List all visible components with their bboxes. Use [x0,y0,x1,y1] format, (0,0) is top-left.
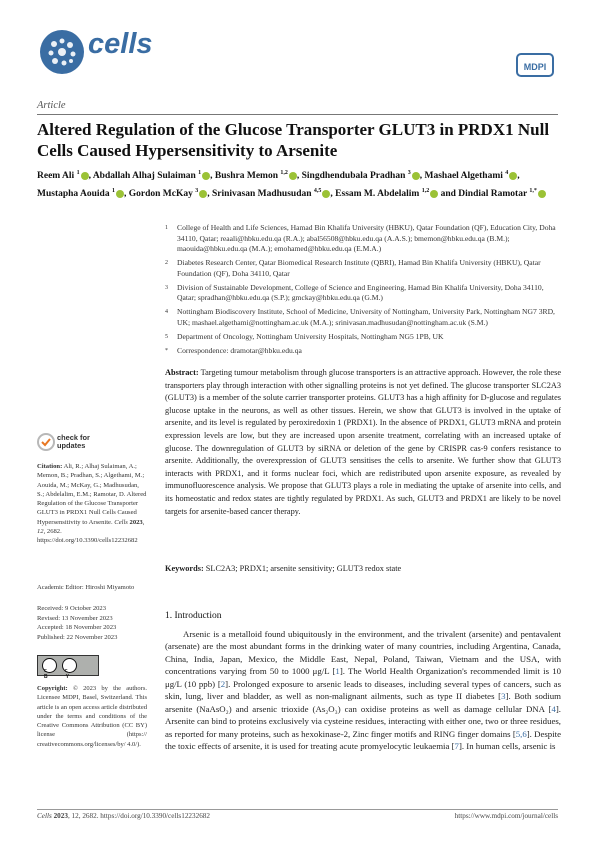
footer-citation [37,812,210,820]
author-affiliation-marker: 3 [195,187,199,194]
reference-link[interactable]: 5,6 [515,728,527,739]
journal-name: cells [88,28,153,60]
abstract-text: Targeting tumour metabolism through glucose transporters is an attractive approach. However, the role these transporters play through interaction with other signalling proteins is not yet defined. The glucose transporter SLC2A3 (GLUT3) is a member of the solute carrier transporter proteins. GLUT3 has a high affinity for D-glucose and regulates glucose uptake in the neurons, as well as other tissues. Herein, we show that GLUT3 is involved in the uptake of arsenite, and its level is regulated by peroxiredoxin 1 (PRDX1). In the absence of PRDX1, GLUT3 mRNA and protein expression levels are low, but they are increased upon arsenite treatment, correlating with an increased uptake of glucose. The downregulation of GLUT3 by siRNA or deletion of the gene by CRISPR cas-9 confers resistance to arsenite. Additionally, the overexpression of GLUT3 sensitises the cells to arsenite. We further show that GLUT3 interacts with PRDX1, and it forms nuclear foci, which are redistributed upon arsenite exposure, as revealed by immunofluorescence analysis. We propose that GLUT3 plays a role in mediating the uptake of arsenite into cells, and its homeostatic and redox states are tightly regulated by PRDX1. As such, GLUT3 and PRDX1 are likely to be novel targets for arsenite-based cancer therapy. [165,368,562,516]
header-divider [37,114,558,115]
copyright-label: Copyright: [37,685,68,692]
reference-link[interactable]: 3 [501,691,506,702]
orcid-icon[interactable] [412,172,420,180]
check-for-updates-icon[interactable] [37,433,55,451]
author-name[interactable]: Gordon McKay $^3$ [129,189,208,199]
intro-text-6: ]. Despite the toxic effects of arsenite, it is used for treating acute promyelocytic leukaemia [ [165,728,561,752]
author-affiliation-marker: 3 [407,170,411,176]
intro-text-1: Arsenic is a metalloid found ubiquitously in the environment, and the trivalent (arsenite) and pentavalent (arsenate) are the most abundant forms in the drinking water of many countries, including Argentina, Canada, China, India, Japan, Mexico, the Middle East, Nepal, Poland, Taiwan, Vietnam and the USA, with concentrations varying from 50 to 1000 μg/L [ [165,629,561,677]
affiliation-item [165,346,560,357]
copyright-notice [37,684,147,749]
publisher-logo: MDPI [516,53,554,77]
affiliation-text: Diabetes Research Center, Qatar Biomedical Research Institute (QBRI), Hamad Bin Khalifa University (HBKU), Qatar Foundation (QF), Doha 34110, Qatar [177,258,541,278]
abstract-label: Abstract: [165,368,199,377]
affiliation-text: Nottingham Biodiscovery Institute, School of Medicine, University of Nottingham, University Park, Nottingham NG7 3RD, UK; mashael.algethami@nottingham.ac.uk (M.A.); srinivasan.madhusudan@nottingham.ac.uk (S.M.) [177,307,555,327]
author-name[interactable]: Bushra Memon $^{1,2}$ [215,171,297,181]
author-name[interactable]: Mustapha Aouida $^1$ [37,189,124,199]
article-title: Altered Regulation of the Glucose Transporter GLUT3 in PRDX1 Null Cells Caused Hypersensitivity to Arsenite [37,120,550,160]
affiliation-number: 2 [165,260,168,267]
affiliation-number: * [165,347,168,354]
footer-journal-url[interactable]: https://www.mdpi.com/journal/cells [454,812,558,820]
intro-text-4: ]. Both sodium arsenite (NaAsO₂) and arsenic trioxide (As₂O₃) can oxidise proteins as well as damage cellular DNA [ [165,691,561,714]
author-name[interactable]: Abdallah Alhaj Sulaiman $^1$ [93,171,210,181]
affiliations-list [165,223,560,360]
check-updates-line1: check for [57,433,90,442]
citation-volume: 12 [37,528,44,536]
orcid-icon[interactable] [81,172,89,180]
keywords-text: SLC2A3; PRDX1; arsenite sensitivity; GLUT3 redox state [205,564,402,573]
orcid-icon[interactable] [116,190,124,198]
author-name[interactable]: Dindial Ramotar $^{1,*}$ [458,189,546,199]
keywords-label: Keywords: [165,564,204,573]
cc-by-license-badge[interactable] [37,655,99,680]
orcid-icon[interactable] [202,172,210,180]
author-affiliation-marker: 1 [198,170,202,176]
check-for-updates-button[interactable] [57,434,90,450]
affiliation-text: Department of Oncology, Nottingham University Hospitals, Nottingham NG5 1PB, UK [177,331,444,341]
publication-date: Received: 9 October 2023 [37,605,107,612]
citation-doi[interactable]: , 2682. https://doi.org/10.3390/cells12232682 [37,528,138,545]
publication-date: Published: 22 November 2023 [37,633,118,641]
author-affiliation-marker: 1,* [529,187,537,194]
affiliation-item [165,332,560,343]
cc-badge-text: cc BY [44,668,87,680]
publication-dates [37,604,147,642]
footer-journal: Cells [37,812,52,820]
author-affiliation-marker: 4 [505,170,509,176]
affiliation-number: 4 [165,309,168,316]
affiliation-number: 5 [165,333,168,340]
intro-text-5: ]. Arsenite can bind to proteins exclusively via cysteine residues, interacting with either one, two or three residues, as reported for many proteins, such as hexokinase-2, Zinc finger motifs and RING finger domains [ [165,703,561,739]
academic-editor: Academic Editor: Hiroshi Miyamoto [37,584,135,591]
affiliation-text: Correspondence: dramotar@hbku.edu.qa [177,345,302,355]
reference-link[interactable]: 2 [220,678,226,689]
copyright-text: © 2023 by the authors. Licensee MDPI, Basel, Switzerland. This article is an open access article distributed under the terms and conditions of the Creative Commons Attribution (CC BY) license (https:// creativecommons.org/licenses/by/ 4.0/). [37,685,148,748]
author-name[interactable]: Mashael Algethami $^4$ [425,171,518,181]
author-name[interactable]: Singdhendubala Pradhan $^3$ [302,171,420,181]
author-name[interactable]: Essam M. Abdelalim $^{1,2}$ [335,189,438,199]
keywords [165,563,561,576]
footer-divider [37,809,558,810]
reference-link[interactable]: 1 [335,666,340,677]
author-affiliation-marker: 4,5 [313,187,322,194]
abstract [165,367,561,518]
author-name[interactable]: Srinivasan Madhusudan $^{4,5}$ [212,189,330,199]
reference-link[interactable]: 4 [551,703,556,714]
citation-text: Ali, R.; Alhaj Sulaiman, A.; Memon, B.; Pradhan, S.; Algethami, M.; Aouida, M.; McKay, G.; Madhusudan, S.; Abdelalim, E.M.; Ramotar, D. Altered Regulation of the Glucose Transporter GLUT3 in PRDX1 Null Cells Caused Hypersensitivity to Arsenite. [37,463,147,526]
check-updates-line2: updates [57,441,86,450]
publication-date: Accepted: 18 November 2023 [37,624,117,632]
affiliation-item [165,258,560,279]
citation-year: 2023 [129,518,143,526]
journal-logo-icon [40,30,84,74]
orcid-icon[interactable] [538,190,546,198]
section-heading-introduction: 1. Introduction [165,611,222,621]
citation-label: Citation: [37,463,63,470]
affiliation-number: 1 [165,225,168,231]
footer-year: 2023 [53,812,68,820]
affiliation-item [165,307,560,328]
affiliation-text: Division of Sustainable Development, College of Science and Engineering, Hamad Bin Khalifa University, Doha 34110, Qatar; spradhan@hbku.edu.qa (S.P.); gmckay@hbku.edu.qa (G.M.) [177,282,544,303]
affiliation-text: College of Health and Life Sciences, Hamad Bin Khalifa University (HBKU), Qatar Foundation (QF), Education City, Doha 34110, Qatar; reaali@hbku.edu.qa (R.A.); abal56508@hbku.edu.qa (A.A.S.); bmemon@hbku.edu.qa (B.M.); maouida@hbku.edu.qa (M.A.); emohamed@hbku.edu.qa (E.M.A.) [177,223,556,254]
affiliation-item [165,223,560,255]
footer-doi[interactable]: , 12, 2682. https://doi.org/10.3390/cells12232682 [67,812,210,820]
intro-text-7: ]. In human cells, arsenic is [458,741,556,752]
article-type: Article [37,100,66,111]
author-list: Reem Ali $^1$ , Abdallah Alhaj Sulaiman $^1$ , Bushra Memon $^{1,2}$ , Singdhendubala Pradhan $^3$ , Mashael Algethami $^4$ , Mustapha Aouida $^1$ , Gordon McKay $^3$ , Srinivasan Madhusudan $^{4,5}$ , Essam M. Abdelalim $^{1,2}$ and Dindial Ramotar $^{1,*}$ [37,166,557,201]
intro-text-3: ]. Prolonged exposure to arsenic leads to diseases, including several types of cancers, such as skin, lung, liver and bladder, as well as non-malignant ailments, such as type II diabetes [ [165,678,562,702]
citation: Citation: Ali, R.; Alhaj Sulaiman, A.; Memon, B.; Pradhan, S.; Algethami, M.; Aouida, M.; McKay, G.; Madhusudan, S.; Abdelalim, E.M.; Ramotar, D. Altered Regulation of the Glucose Transporter GLUT3 in PRDX1 Null Cells Caused Hypersensitivity to Arsenite. Cells 2023, 12, 2682. https://doi.org/10.3390/cells12232682 [37,463,147,545]
orcid-icon[interactable] [289,172,297,180]
introduction-paragraph [165,628,561,753]
affiliation-item [165,283,560,304]
intro-text-2: ]. The World Health Organization's recommended limit is 10 μg/L (10 ppb) [ [165,666,561,689]
publication-date: Revised: 13 November 2023 [37,614,113,622]
author-affiliation-marker: 1,2 [421,187,430,194]
author-name[interactable]: Reem Ali $^1$ [37,171,89,181]
affiliation-number: 3 [165,284,168,291]
author-affiliation-marker: 1 [111,187,115,194]
author-affiliation-marker: 1 [76,170,80,176]
author-affiliation-marker: 1,2 [280,170,288,176]
reference-link[interactable]: 7 [454,741,459,752]
citation-journal: Cells [114,518,128,526]
